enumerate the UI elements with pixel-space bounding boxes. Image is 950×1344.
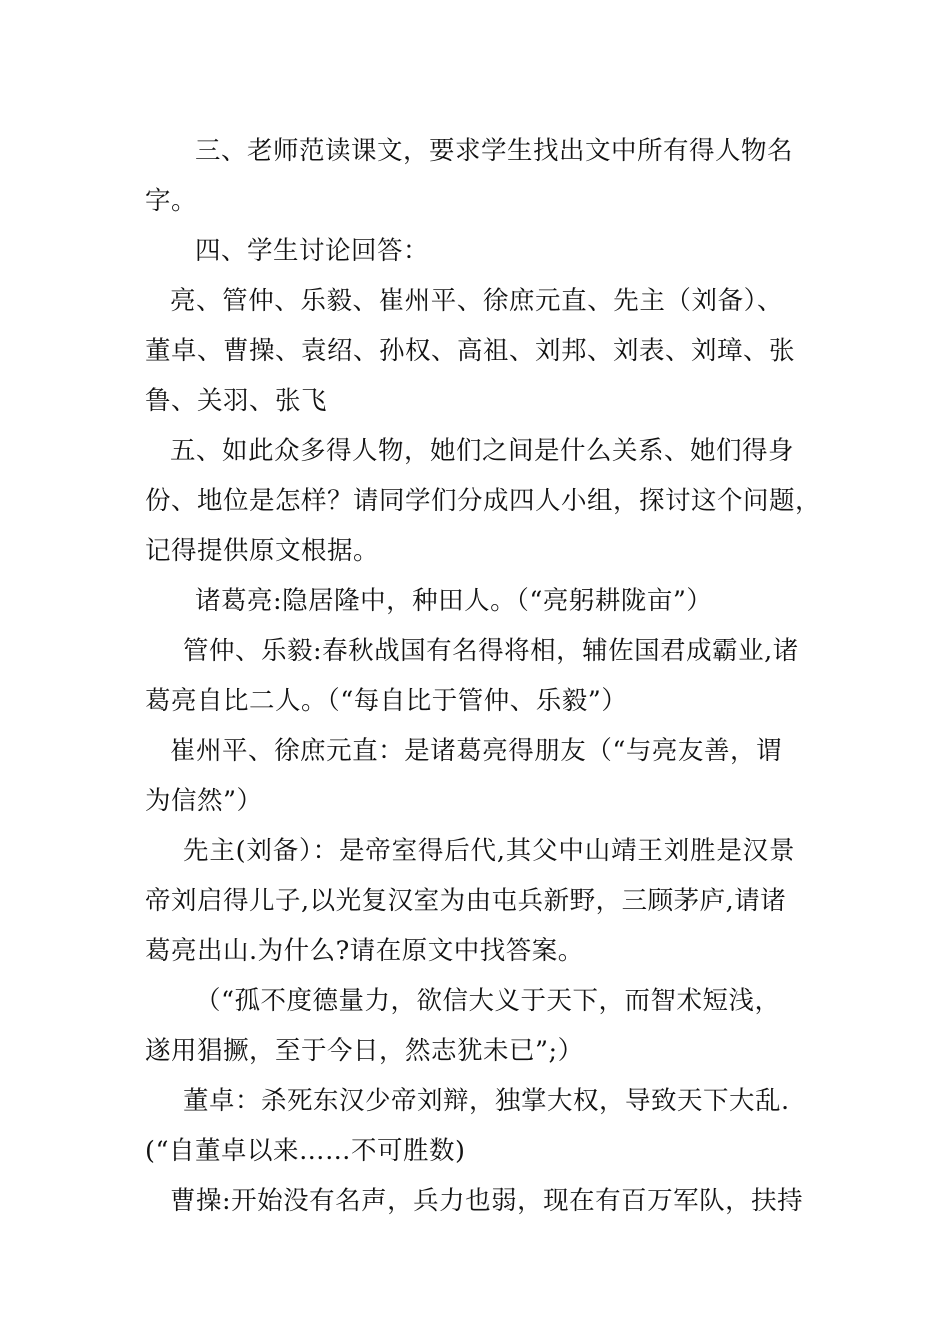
text-line-21: (“自董卓以来……不可胜数) — [145, 1136, 466, 1166]
text-line-22: 曹操:开始没有名声，兵力也弱，现在有百万军队，扶持 — [170, 1186, 804, 1216]
text-line-20: 董卓：杀死东汉少帝刘辩，独掌大权，导致天下大乱. — [183, 1086, 790, 1116]
text-line-7: 五、如此众多得人物，她们之间是什么关系、她们得身 — [170, 436, 795, 466]
text-line-9: 记得提供原文根据。 — [145, 536, 380, 566]
text-line-3: 四、学生讨论回答： — [195, 236, 430, 266]
text-line-11: 管仲、乐毅:春秋战国有名得将相，辅佐国君成霸业,诸 — [183, 636, 799, 666]
text-line-14: 为信然”） — [145, 786, 263, 816]
text-line-15: 先主(刘备）：是帝室得后代,其父中山靖王刘胜是汉景 — [183, 836, 795, 866]
text-line-13: 崔州平、徐庶元直：是诸葛亮得朋友（“与亮友善，谓 — [170, 736, 782, 766]
text-line-8: 份、地位是怎样？请同学们分成四人小组，探讨这个问题， — [145, 486, 822, 516]
text-line-18: （“孤不度德量力，欲信大义于天下，而智术短浅， — [195, 986, 781, 1016]
text-line-10: 诸葛亮:隐居隆中，种田人。（“亮躬耕陇亩”） — [195, 586, 713, 616]
text-line-5: 董卓、曹操、袁绍、孙权、高祖、刘邦、刘表、刘璋、张 — [145, 336, 796, 366]
text-line-1: 三、老师范读课文，要求学生找出文中所有得人物名 — [195, 136, 794, 166]
text-line-17: 葛亮出山.为什么?请在原文中找答案。 — [145, 936, 584, 966]
text-line-16: 帝刘启得儿子,以光复汉室为由屯兵新野，三顾茅庐,请诸 — [145, 886, 787, 916]
text-line-4: 亮、管仲、乐毅、崔州平、徐庶元直、先主（刘备）、 — [170, 286, 783, 316]
text-line-6: 鲁、关羽、张飞 — [145, 386, 328, 416]
text-line-19: 遂用猖撅，至于今日，然志犹未已”;） — [145, 1036, 584, 1066]
text-line-12: 葛亮自比二人。（“每自比于管仲、乐毅”） — [145, 686, 628, 716]
text-line-2: 字。 — [145, 186, 198, 216]
